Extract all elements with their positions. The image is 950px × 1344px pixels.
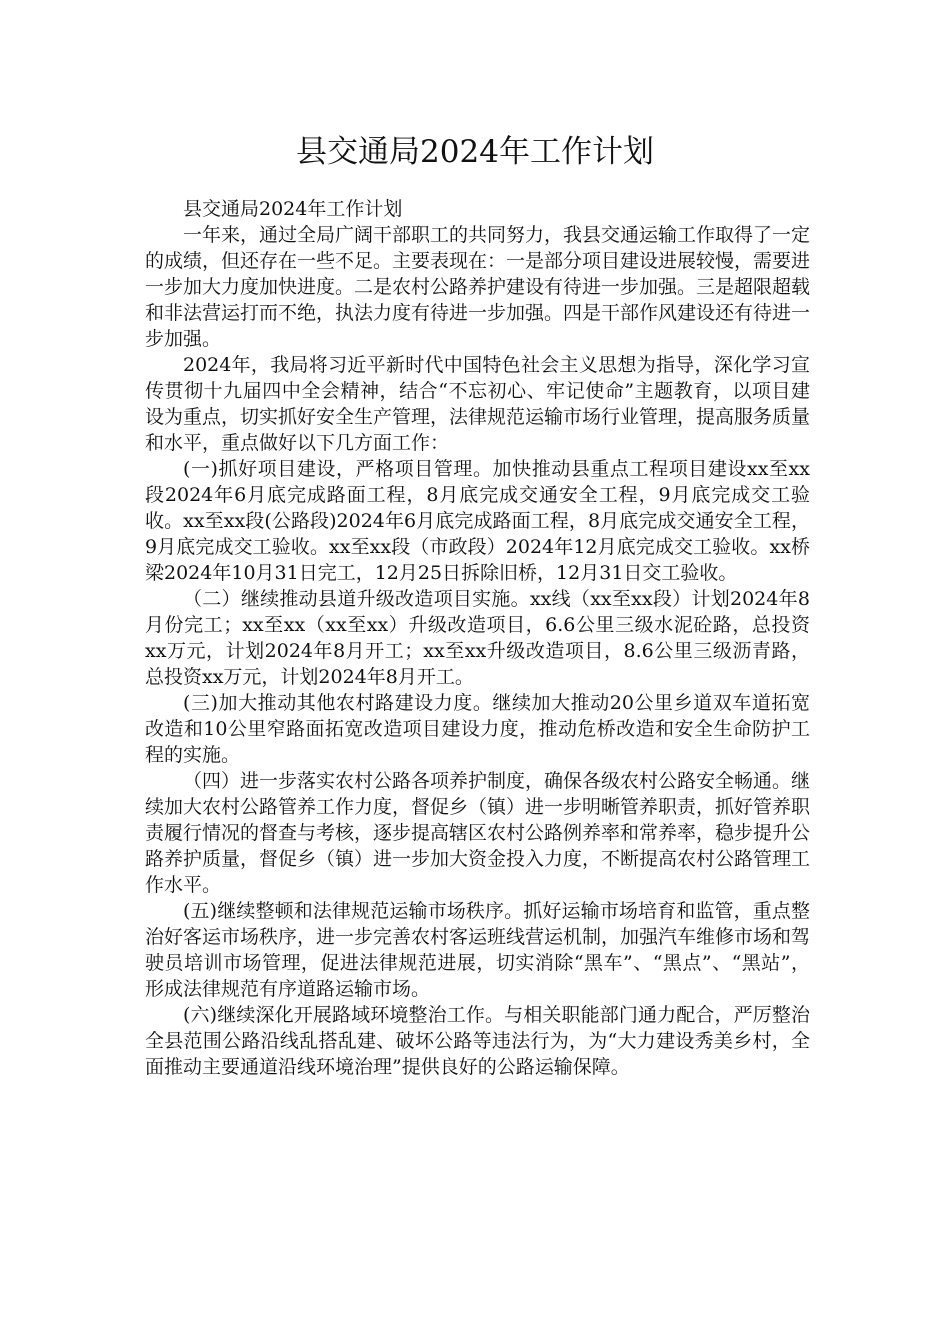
paragraph-item-2: （二）继续推动县道升级改造项目实施。xx线（xx至xx段）计划2024年8月份完工；xx至xx（xx至xx）升级改造项目，6.6公里三级水泥砼路，总投资xx万元，计划2024年8月开工；xx至xx升级改造项目，8.6公里三级沥青路，总投资xx万元，计划2024年8月开工。 [145, 588, 810, 688]
document-title: 县交通局2024年工作计划 [296, 134, 654, 170]
paragraph-guideline: 2024年，我局将习近平新时代中国特色社会主义思想为指导，深化学习宣传贯彻十九届四中全会精神，结合“不忘初心、牢记使命”主题教育，以项目建设为重点，切实抓好安全生产管理，法律规范运输市场行业管理，提高服务质量和水平，重点做好以下几方面工作： [145, 354, 811, 454]
paragraph-summary: 一年来，通过全局广阔干部职工的共同努力，我县交通运输工作取得了一定的成绩，但还存在一些不足。主要表现在：一是部分项目建设进展较慢，需要进一步加大力度加快进度。二是农村公路养护建设有待进一步加强。三是超限超载和非法营运打而不绝，执法力度有待进一步加强。四是干部作风建设还有待进一步加强。 [145, 224, 811, 350]
paragraph-item-1: (一)抓好项目建设，严格项目管理。加快推动县重点工程项目建设xx至xx段2024年6月底完成路面工程，8月底完成交通安全工程，9月底完成交工验收。xx至xx段(公路段)2024年6月底完成路面工程，8月底完成交通安全工程，9月底完成交工验收。xx至xx段（市政段）2024年12月底完成交工验收。xx桥梁2024年10月31日完工，12月25日拆除旧桥，12月31日交工验收。 [145, 458, 810, 584]
paragraph-item-4: （四）进一步落实农村公路各项养护制度，确保各级农村公路安全畅通。继续加大农村公路管养工作力度，督促乡（镇）进一步明晰管养职责，抓好管养职责履行情况的督查与考核，逐步提高辖区农村公路例养率和常养率，稳步提升公路养护质量，督促乡（镇）进一步加大资金投入力度，不断提高农村公路管理工作水平。 [145, 770, 811, 896]
paragraph-heading: 县交通局2024年工作计划 [183, 198, 403, 220]
paragraph-item-6: (六)继续深化开展路域环境整治工作。与相关职能部门通力配合，严厉整治全县范围公路沿线乱搭乱建、破坏公路等违法行为，为“大力建设秀美乡村，全面推动主要通道沿线环境治理”提供良好的公路运输保障。 [145, 1004, 810, 1078]
paragraph-item-5: (五)继续整顿和法律规范运输市场秩序。抓好运输市场培育和监管，重点整治好客运市场秩序，进一步完善农村客运班线营运机制，加强汽车维修市场和驾驶员培训市场管理，促进法律规范进展，切实消除“黑车”、“黑点”、“黑站”，形成法律规范有序道路运输市场。 [145, 900, 811, 1000]
paragraph-item-3: (三)加大推动其他农村路建设力度。继续加大推动20公里乡道双车道拓宽改造和10公里窄路面拓宽改造项目建设力度，推动危桥改造和安全生命防护工程的实施。 [145, 692, 810, 766]
document-body [145, 196, 810, 1080]
